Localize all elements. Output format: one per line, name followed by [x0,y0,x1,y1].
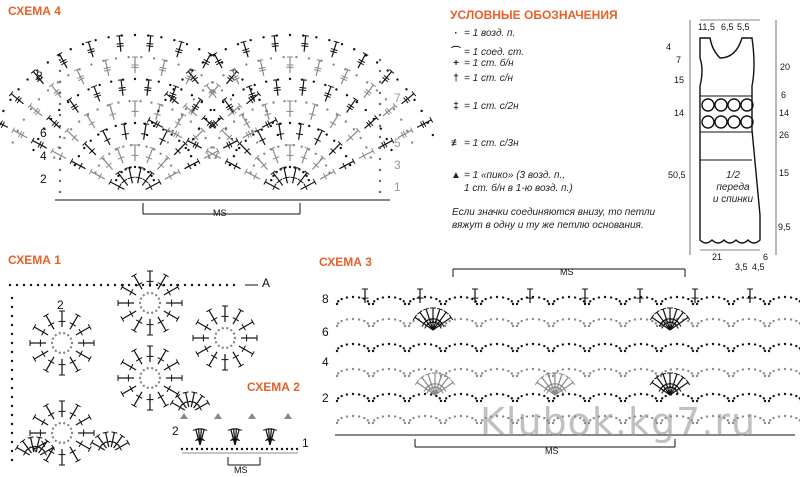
chain-icon: · [454,28,458,39]
treble-crochet-icon: ‡ [453,101,459,112]
dim-bottom-3: 4,5 [752,262,765,272]
garment-pattern [660,0,800,280]
scheme1-marker-2: 2 [57,298,64,312]
dim-left-1: 4 [666,42,672,52]
scheme4-row-1: 1 [394,180,401,194]
dim-right-2: 6 [781,90,787,100]
scheme3-row-4: 4 [322,355,329,369]
scheme4-row-7: 7 [394,91,401,105]
double-crochet-icon: † [453,73,459,84]
legend-item-sc: + = 1 ст. б/н [448,58,514,69]
scheme4-row-5: 5 [394,136,401,150]
legend-item-slip: ⌒ = 1 соед. ст. [448,43,524,58]
scheme3-repeat-label-top: MS [560,267,574,277]
dim-right-4: 26 [779,130,790,140]
dim-left-5: 50,5 [668,170,686,180]
garment-outline [660,0,800,280]
dim-left-3: 15 [674,75,685,85]
scheme1-title: СХЕМА 1 [8,253,61,267]
double-treble-icon: ≢ [451,138,461,149]
scheme4-title: СХЕМА 4 [8,4,61,18]
legend-item-picot-cont: 1 ст. б/н в 1-ю возд. п.) [464,183,573,194]
dim-top-3: 5,5 [737,22,750,32]
scheme3-row-2: 2 [322,391,329,405]
scheme4-repeat-label: MS [213,208,227,218]
pattern-center-label: 1/2 переда и спинки [712,170,754,205]
dim-left-4: 14 [674,108,685,118]
dim-right-6: 9,5 [778,222,791,232]
dim-right-3: 14 [779,108,790,118]
dim-right-5: 15 [779,168,790,178]
scheme4-diagram [0,0,420,240]
scheme2-title: СХЕМА 2 [247,380,300,394]
legend-item-chain: · = 1 возд. п. [448,28,515,39]
scheme4-row-2: 2 [40,172,47,186]
scheme4-row-6: 6 [40,126,47,140]
slip-stitch-icon: ⌒ [451,47,461,58]
legend-heading: УСЛОВНЫЕ ОБОЗНАЧЕНИЯ [450,8,618,22]
dim-right-1: 20 [780,62,791,72]
legend-item-picot: ▲ = 1 «пико» (3 возд. п., [448,170,565,181]
scheme3-row-8: 8 [322,292,329,306]
legend-item-dtr: ≢ = 1 ст. с/3н [448,138,519,149]
dim-bottom-4: 6 [763,252,769,262]
dim-left-2: 7 [676,55,682,65]
scheme3-diagram [315,265,800,477]
picot-icon: ▲ [451,170,461,181]
dim-top-1: 11,5 [698,22,715,32]
watermark: Klubok.kg7.ru [480,400,757,444]
legend-item-tr: ‡ = 1 ст. с/2н [448,101,519,112]
scheme2-repeat-label: MS [234,465,248,475]
scheme3-row-6: 6 [322,325,329,339]
legend-item-dc: † = 1 ст. с/н [448,73,513,84]
scheme4-row-4: 4 [40,149,47,163]
dim-bottom-2: 3,5 [735,262,748,272]
scheme4-row-8: 8 [36,69,43,83]
scheme3-repeat-label-bottom: MS [545,446,559,456]
scheme2-row-2: 2 [172,424,179,438]
scheme2-diagram [170,395,320,477]
single-crochet-icon: + [453,58,459,69]
legend-note: Если значки соединяются внизу, то петли вяжут в одну и ту же петлю основания. [452,207,656,231]
scheme2-row-1: 1 [302,436,309,450]
scheme3-title: СХЕМА 3 [319,255,372,269]
dim-bottom-1: 21 [712,252,723,262]
dim-top-2: 6,5 [721,22,734,32]
scheme4-chart [0,0,420,240]
scheme4-row-3: 3 [394,158,401,172]
scheme1-marker-a: A [262,276,271,290]
